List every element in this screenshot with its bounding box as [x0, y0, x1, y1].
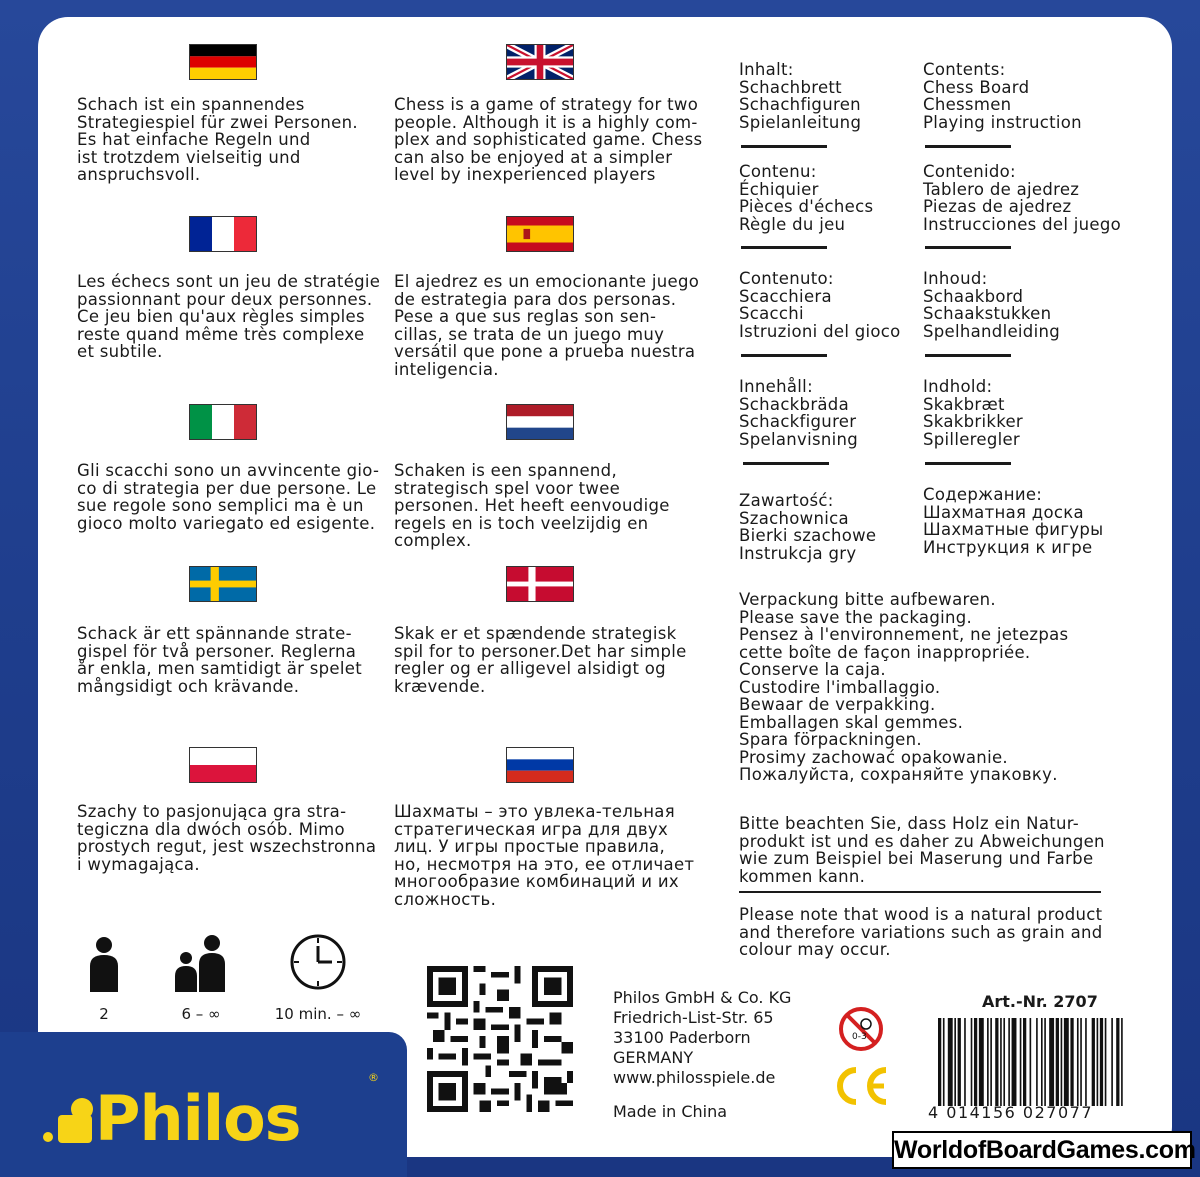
description-german: Schach ist ein spannendes Strategiespiel für zwei Personen. Es hat einfache Regeln und ist trotzdem vielseitig und anspruchsvoll.	[77, 95, 358, 184]
description-english: Chess is a game of strategy for two people. Although it is a highly com- plex and sophisticated game. Chess can also be enjoyed at a simpler level by inexperienced players	[394, 95, 703, 184]
russian-flag-icon	[506, 747, 574, 783]
divider	[743, 462, 829, 465]
barcode-bar	[974, 1018, 977, 1106]
contents-italian: Contenuto: Scacchiera Scacchi Istruzioni del gioco	[739, 269, 901, 341]
barcode-bar	[1085, 1018, 1087, 1106]
wood-note-english: Please note that wood is a natural product and therefore variations such as grain and colour may occur.	[739, 905, 1103, 959]
contents-russian: Содержание: Шахматная доска Шахматные фигуры Инструкция к игре	[923, 485, 1104, 557]
made-in: Made in China	[613, 1102, 728, 1121]
barcode-icon	[938, 1018, 1126, 1106]
barcode-bar	[1061, 1018, 1063, 1106]
barcode-bar	[1000, 1018, 1002, 1106]
spanish-flag-icon	[506, 216, 574, 252]
barcode-bar	[964, 1018, 966, 1106]
barcode-bar	[1070, 1018, 1073, 1106]
barcode-bar	[995, 1018, 998, 1106]
ce-mark-icon	[832, 1064, 892, 1108]
divider	[741, 246, 827, 249]
article-number: Art.-Nr. 2707	[982, 992, 1098, 1011]
divider	[925, 145, 1011, 148]
barcode-bar	[1064, 1018, 1069, 1106]
divider	[739, 891, 1101, 893]
players-count: 2	[99, 1005, 109, 1023]
barcode-bar	[1100, 1018, 1103, 1106]
barcode-bar	[1092, 1018, 1095, 1106]
description-russian: Шахматы – это увлека-тельная стратегическая игра для двух лиц. У игры простые правила, но, несмотря на это, ее отличает многообразие комбинаций и их сложность.	[394, 802, 695, 909]
barcode-bar	[1020, 1018, 1022, 1106]
one-player-icon	[86, 936, 122, 992]
swedish-flag-icon	[189, 566, 257, 602]
barcode-bar	[958, 1018, 961, 1106]
divider	[925, 246, 1011, 249]
age-warning-label: 0-3	[852, 1032, 867, 1042]
barcode-bar	[1044, 1018, 1046, 1106]
two-players-icon	[172, 934, 232, 992]
barcode-bar	[1111, 1018, 1113, 1106]
barcode-bar	[1080, 1018, 1082, 1106]
barcode-bar	[1023, 1018, 1026, 1106]
divider	[925, 462, 1011, 465]
barcode-bar	[1008, 1018, 1010, 1106]
contents-spanish: Contenido: Tablero de ajedrez Piezas de ajedrez Instrucciones del juego	[923, 162, 1122, 234]
barcode-bar	[1030, 1018, 1032, 1106]
qr-code-icon	[427, 966, 573, 1112]
contents-french: Contenu: Échiquier Pièces d'échecs Règle du jeu	[739, 162, 874, 234]
description-spanish: El ajedrez es un emocionante juego de estrategia para dos personas. Pese a que sus reglas son sen- cillas, se trata de un juego muy versátil que pone a prueba nuestra inteligencia.	[394, 272, 700, 379]
contents-swedish: Innehåll: Schackbräda Schackfigurer Spelanvisning	[739, 377, 859, 449]
clock-icon	[288, 932, 348, 992]
german-flag-icon	[189, 44, 257, 80]
barcode-bar	[979, 1018, 984, 1106]
description-italian: Gli scacchi sono un avvincente gio- co di strategia per due persone. Le sue regole sono semplici ma è un gioco molto variegato ed esigente.	[77, 461, 380, 533]
contents-german: Inhalt: Schachbrett Schachfiguren Spielanleitung	[739, 60, 862, 132]
not-for-children-icon	[838, 1006, 884, 1052]
contents-dutch: Inhoud: Schaakbord Schaakstukken Spelhandleiding	[923, 269, 1060, 341]
italian-flag-icon	[189, 404, 257, 440]
barcode-bar	[943, 1018, 945, 1106]
barcode-bar	[1041, 1018, 1043, 1106]
contents-polish: Zawartość: Szachownica Bierki szachowe Instrukcja gry	[739, 491, 877, 563]
polish-flag-icon	[189, 747, 257, 783]
description-dutch: Schaken is een spannend, strategisch spel voor twee personen. Het heeft eenvoudige regels en is toch veelzijdig en complex.	[394, 461, 670, 550]
contents-english: Contents: Chess Board Chessmen Playing instruction	[923, 60, 1082, 132]
philos-logo-mark	[42, 1097, 94, 1149]
registered-mark: ®	[368, 1071, 379, 1084]
barcode-bar	[987, 1018, 989, 1106]
barcode-bar	[1116, 1018, 1119, 1106]
danish-flag-icon	[506, 566, 574, 602]
ean-number: 4 014156 027077	[928, 1103, 1094, 1122]
packaging-note: Verpackung bitte aufbewaren. Please save the packaging. Pensez à l'environnement, ne jetezpas cette boîte de façon inappropriée. Conserve la caja. Custodire l'imballaggio. Bewaar de verpakking. Emballagen skal gemmes. Spara förpackningen. Prosimy zachować opakowanie. Пожалуйста, сохраняйте упаковку.	[739, 590, 1069, 784]
barcode-bar	[1036, 1018, 1038, 1106]
barcode-bar	[990, 1018, 992, 1106]
description-polish: Szachy to pasjonująca gra stra- tegiczna dla dwóch osób. Mimo prostych regut, jest wszechstronna i wymagająca.	[77, 802, 377, 874]
barcode-bar	[938, 1018, 941, 1106]
barcode-bar	[1012, 1018, 1017, 1106]
barcode-bar	[1097, 1018, 1099, 1106]
description-swedish: Schack är ett spännande strate- gispel för två personer. Reglerna år enkla, men samtidigt är spelet mångsidigt och krävande.	[77, 624, 362, 696]
barcode-bar	[954, 1018, 956, 1106]
uk-flag-icon	[506, 44, 574, 80]
divider	[741, 145, 827, 148]
barcode-bar	[1003, 1018, 1005, 1106]
barcode-bar	[1056, 1018, 1059, 1106]
barcode-bar	[948, 1018, 953, 1106]
barcode-bar	[1077, 1018, 1079, 1106]
philos-logo: Philos	[95, 1082, 301, 1155]
barcode-bar	[1049, 1018, 1054, 1106]
divider	[925, 354, 1011, 357]
contents-danish: Indhold: Skakbræt Skakbrikker Spilleregler	[923, 377, 1024, 449]
barcode-bar	[1105, 1018, 1107, 1106]
description-french: Les échecs sont un jeu de stratégie passionnant pour deux personnes. Ce jeu bien qu'aux règles simples reste quand même très complexe et subtile.	[77, 272, 381, 361]
description-danish: Skak er et spændende strategisk spil for to personer.Det har simple regler og er alligevel alsidigt og krævende.	[394, 624, 687, 696]
dutch-flag-icon	[506, 404, 574, 440]
company-address: Philos GmbH & Co. KG Friedrich-List-Str. 65 33100 Paderborn GERMANY www.philosspiele.de	[613, 988, 792, 1087]
wood-note-german: Bitte beachten Sie, dass Holz ein Natur- produkt ist und es daher zu Abweichungen wie zum Beispiel bei Maserung und Farbe kommen kann.	[739, 814, 1105, 886]
play-duration: 10 min. – ∞	[274, 1005, 362, 1023]
barcode-bar	[1121, 1018, 1123, 1106]
french-flag-icon	[189, 216, 257, 252]
age-range: 6 – ∞	[181, 1005, 221, 1023]
barcode-bar	[971, 1018, 973, 1106]
watermark: WorldofBoardGames.com	[892, 1131, 1192, 1169]
divider	[741, 354, 827, 357]
